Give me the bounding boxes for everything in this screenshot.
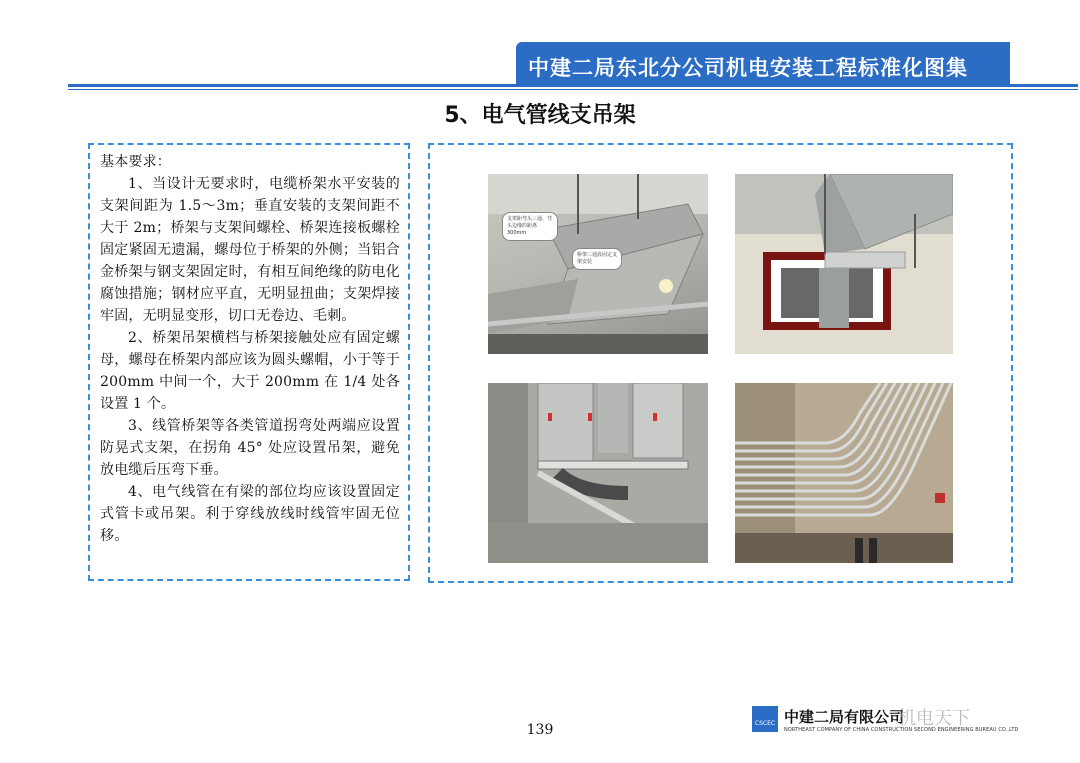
conduit-bend-hangers-photo <box>735 383 953 563</box>
header-rule-thin <box>68 89 1078 90</box>
vertical-cable-tray-support-photo <box>488 383 708 563</box>
footer-company-name-en: NORTHEAST COMPANY OF CHINA CONSTRUCTION SECOND ENGINEERING BUREAU CO.,LTD <box>784 727 1019 733</box>
header-rule <box>68 84 1078 87</box>
page-title: 5、电气管线支吊架 <box>444 103 636 128</box>
company-logo-text: CSCEC <box>754 720 776 727</box>
requirements-box <box>88 143 410 581</box>
cable-tray-elbow-support-photo <box>488 174 708 354</box>
footer-company-name: 中建二局有限公司 <box>784 708 905 726</box>
photo-callout: 桥架三通設固定支架安装 <box>572 248 622 270</box>
page-number: 139 <box>526 722 554 738</box>
header-band <box>0 0 1080 92</box>
company-logo-icon <box>752 706 778 732</box>
requirement-item: 1、当设计无要求时，电缆桥架水平安装的支架间距为 1.5～3m；垂直安装的支架间距不大于 2m；桥架与支架间螺栓、桥架连接板螺栓固定紧固无遗漏，螺母位于桥架的外侧；当铝合金桥架与钢支架固定时，有相互间绝缘的防电化腐蚀措施；钢材应平直，无明显扭曲；支架焊接牢固，无明显变形，切口无卷边、毛刺。 <box>100 176 400 324</box>
photo-callout: 支架距弯头三通、弯头边缘的距离 300mm <box>502 212 558 241</box>
requirements-heading: 基本要求： <box>100 154 171 170</box>
header-title: 中建二局东北分公司机电安装工程标准化图集 <box>528 56 968 80</box>
cable-tray-through-wall-photo <box>735 174 953 354</box>
watermark: 机电天下 <box>898 708 970 729</box>
requirement-item: 4、电气线管在有梁的部位均应该设置固定式管卡或吊架。利于穿线放线时线管牢固无位移。 <box>100 484 400 544</box>
requirement-item: 2、桥架吊架横档与桥架接触处应有固定螺母，螺母在桥架内部应该为圆头螺帽，小于等于 200mm 中间一个，大于 200mm 在 1/4 处各设置 1 个。 <box>100 330 400 412</box>
requirement-item: 3、线管桥架等各类管道拐弯处两端应设置防晃式支架，在拐角 45° 处应设置吊架，避免放电缆后压弯下垂。 <box>100 418 400 478</box>
